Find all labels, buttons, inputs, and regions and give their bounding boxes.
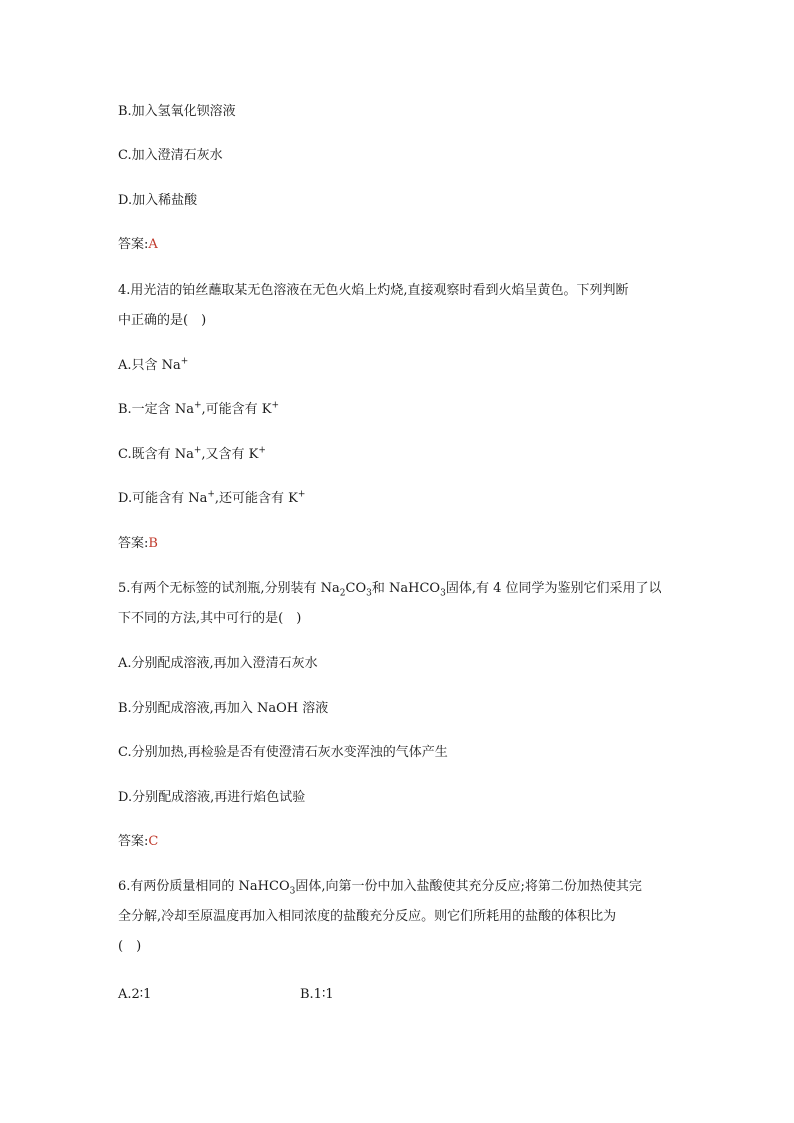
option-text: ,可能含有 K [201, 402, 272, 417]
q4-option-d [118, 490, 305, 508]
answer-value: C [148, 834, 159, 849]
q4-option-c [118, 446, 266, 464]
subscript: 3 [289, 886, 296, 897]
q5-option-d: D.分别配成溶液,再进行焰色试验 [118, 790, 306, 805]
option-text: C.既含有 Na [118, 447, 194, 462]
q3-option-d: D.加入稀盐酸 [118, 193, 198, 208]
stem-text: 6.有两份质量相同的 NaHCO [118, 879, 290, 894]
superscript: + [207, 489, 215, 500]
q3-option-c: C.加入澄清石灰水 [118, 148, 223, 163]
q5-stem-line1 [118, 580, 661, 598]
q5-option-c: C.分别加热,再检验是否有使澄清石灰水变浑浊的气体产生 [118, 745, 448, 760]
q6-stem-line3: ( ) [118, 939, 142, 954]
superscript: + [193, 400, 202, 411]
q6-stem-line1 [118, 878, 642, 896]
q5-option-b: B.分别配成溶液,再加入 NaOH 溶液 [118, 701, 329, 716]
q5-answer [118, 833, 158, 851]
q6-stem-line2: 全分解,冷却至原温度再加入相同浓度的盐酸充分反应。则它们所耗用的盐酸的体积比为 [118, 909, 617, 924]
stem-text: 和 NaHCO [371, 581, 441, 596]
stem-text: 固体,向第一份中加入盐酸使其充分反应;将第二份加热使其完 [295, 879, 642, 894]
q4-stem-line2: 中正确的是( ) [118, 313, 207, 328]
stem-text: 5.有两个无标签的试剂瓶,分别装有 Na [118, 581, 340, 596]
q4-answer [118, 535, 158, 553]
subscript: 2 [339, 588, 346, 599]
q3-answer [118, 236, 158, 254]
answer-value: B [148, 536, 158, 551]
superscript: + [297, 489, 306, 500]
superscript: + [271, 400, 280, 411]
stem-text: CO [345, 581, 367, 596]
option-text: ,还可能含有 K [214, 491, 298, 506]
q3-option-b: B.加入氢氧化钡溶液 [118, 104, 236, 119]
q4-option-b [118, 401, 279, 419]
stem-text: 固体,有 4 位同学为鉴别它们采用了以 [445, 581, 662, 596]
superscript: + [193, 445, 202, 456]
q6-option-b: B.1∶1 [300, 987, 334, 1002]
answer-label: 答案: [118, 834, 149, 849]
q5-option-a: A.分别配成溶液,再加入澄清石灰水 [118, 656, 318, 671]
answer-label: 答案: [118, 536, 149, 551]
q4-stem-line1: 4.用光洁的铂丝蘸取某无色溶液在无色火焰上灼烧,直接观察时看到火焰呈黄色。下列判断 [118, 283, 629, 298]
subscript: 3 [440, 588, 446, 599]
option-text: ,又含有 K [201, 447, 259, 462]
option-text: B.一定含 Na [118, 402, 194, 417]
q5-stem-line2: 下不同的方法,其中可行的是( ) [118, 611, 302, 626]
answer-label: 答案: [118, 237, 149, 252]
q4-option-a [118, 357, 188, 375]
answer-value: A [148, 237, 158, 252]
superscript: + [258, 445, 266, 456]
superscript: + [180, 356, 189, 367]
option-text: A.只含 Na [118, 358, 181, 373]
q6-option-a: A.2∶1 [118, 987, 152, 1002]
option-text: D.可能含有 Na [118, 491, 208, 506]
subscript: 3 [366, 588, 372, 599]
